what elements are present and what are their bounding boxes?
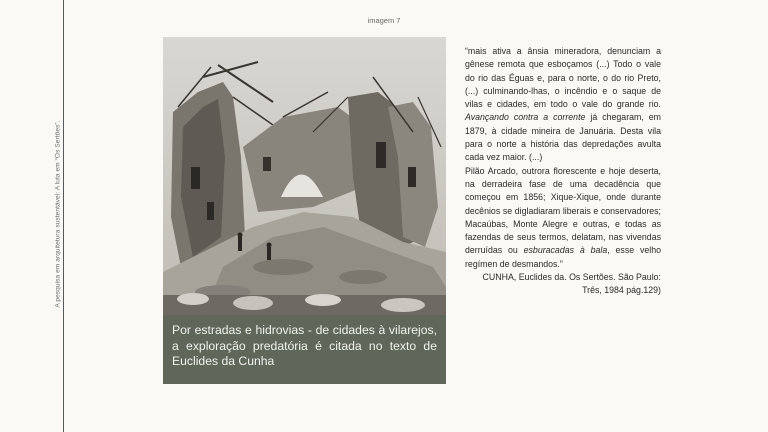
image-label: imagem 7: [367, 16, 401, 25]
quote-paragraph-2: Pilão Arcado, outrora florescente e hoje deserta, na derradeira fase de uma decadência que começou em 1856; Xique-Xique, onde durante decênios se digladiaram liberais e conservadores; Macaúbas, Monte Alegre e outras, e todas as fazendas de seus termos, delatam, nas vivendas derruídas ou esburacadas à bala, esse velho regímen de desmandos.”: [465, 165, 661, 269]
side-caption: A pesquisa em arquitetura sustentável: A luta em “Os Sertões”.: [54, 120, 62, 308]
ruins-photo: [163, 37, 446, 315]
quote-block: [465, 45, 661, 298]
quote-paragraph-1: “mais ativa a ânsia mineradora, denunciam a gênese remota que esboçamos (...) Todo o vale do rio das Éguas e, para o norte, o do rio Preto,(...) culminando-lhas, o incêndio e o saque de vilas e cidades, em todo o vale do grande rio. Avançando contra a corrente já chegaram, em 1879, à cidade mineira de Januária. Desta vila para o norte a história das depredações avulta cada vez maior. (...): [465, 46, 661, 163]
figure-caption-box: [163, 315, 446, 384]
figure-caption: Por estradas e hidrovias - de cidades à vilarejos, a exploração predatória é citada no texto de Euclides da Cunha: [172, 323, 437, 368]
vertical-rule: [63, 0, 64, 432]
citation: CUNHA, Euclides da. Os Sertões. São Paulo: Três, 1984 pág.129): [482, 272, 661, 296]
